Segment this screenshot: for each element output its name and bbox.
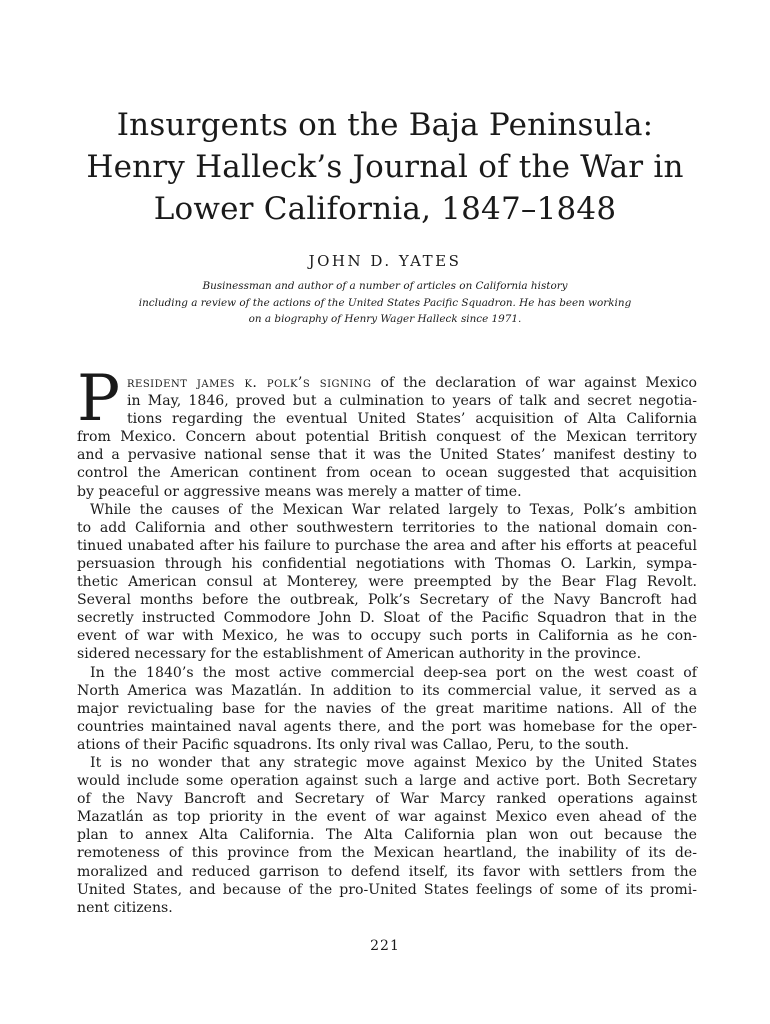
body-line: In the 1840’s the most active commercial deep-sea port on the west coast of [90,664,697,681]
body-line: and a pervasive national sense that it was the United States’ manifest destiny to [77,447,697,464]
body-line: event of war with Mexico, he was to occupy such ports in California as he con- [77,628,697,645]
title-line-2: Henry Halleck’s Journal of the War in [86,149,684,185]
article-body [77,374,697,917]
body-line: plan to annex Alta California. The Alta California plan won out because the [77,827,697,844]
author-bio [60,278,710,328]
bio-line-3: on a biography of Henry Wager Halleck since 1971. [248,313,522,325]
body-line: persuasion through his confidential negotiations with Thomas O. Larkin, sympa- [77,555,697,572]
body-line: While the causes of the Mexican War related largely to Texas, Polk’s ambition [90,501,697,518]
body-line: moralized and reduced garrison to defend itself, its favor with settlers from the [77,863,697,880]
body-line: remoteness of this province from the Mexican heartland, the inability of its de- [77,845,697,862]
body-line: major revictualing base for the navies of the great maritime nations. All of the [77,700,697,717]
body-line: North America was Mazatlán. In addition to its commercial value, it served as a [77,682,697,699]
drop-cap: P [77,362,121,436]
body-line: from Mexico. Concern about potential British conquest of the Mexican territory [77,429,697,446]
body-line [77,374,697,392]
article-title [60,104,710,230]
body-line: tinued unabated after his failure to purchase the area and after his efforts at peaceful [77,537,697,554]
title-line-3: Lower California, 1847–1848 [153,191,617,227]
bio-line-1: Businessman and author of a number of articles on California history [202,280,568,292]
body-line: thetic American consul at Monterey, were preempted by the Bear Flag Revolt. [77,574,697,591]
body-line: sidered necessary for the establishment of American authority in the province. [77,646,642,663]
body-line: It is no wonder that any strategic move against Mexico by the United States [90,754,697,771]
bio-line-2: including a review of the actions of the United States Pacific Squadron. He has been working [138,296,632,309]
body-line: Several months before the outbreak, Polk’s Secretary of the Navy Bancroft had [77,592,697,609]
opening-small-caps: resident james k. polk’s signing [127,375,372,391]
page-number: 221 [370,938,400,954]
author-name: JOHN D. YATES [308,252,462,270]
body-line: would include some operation against such a large and active port. Both Secretary [77,773,697,790]
body-line: by peaceful or aggressive means was merely a matter of time. [77,483,522,500]
body-line: of the Navy Bancroft and Secretary of War Marcy ranked operations against [77,791,697,808]
title-line-1: Insurgents on the Baja Peninsula: [116,107,654,143]
body-line: ations of their Pacific squadrons. Its only rival was Callao, Peru, to the south. [77,736,629,753]
body-line: in May, 1846, proved but a culmination to years of talk and secret negotia- [127,393,697,410]
body-line: Mazatlán as top priority in the event of war against Mexico even ahead of the [77,809,697,826]
body-line: United States, and because of the pro-United States feelings of some of its promi- [77,881,697,898]
body-line: nent citizens. [77,899,173,916]
body-line-1-rest: of the declaration of war against Mexico [371,375,697,391]
body-line: countries maintained naval agents there, and the port was homebase for the oper- [77,718,697,735]
body-line: control the American continent from ocean to ocean suggested that acquisition [77,465,697,482]
body-line: to add California and other southwestern territories to the national domain con- [77,519,697,536]
body-line: tions regarding the eventual United States’ acquisition of Alta California [127,411,697,428]
body-line: secretly instructed Commodore John D. Sloat of the Pacific Squadron that in the [77,610,697,627]
